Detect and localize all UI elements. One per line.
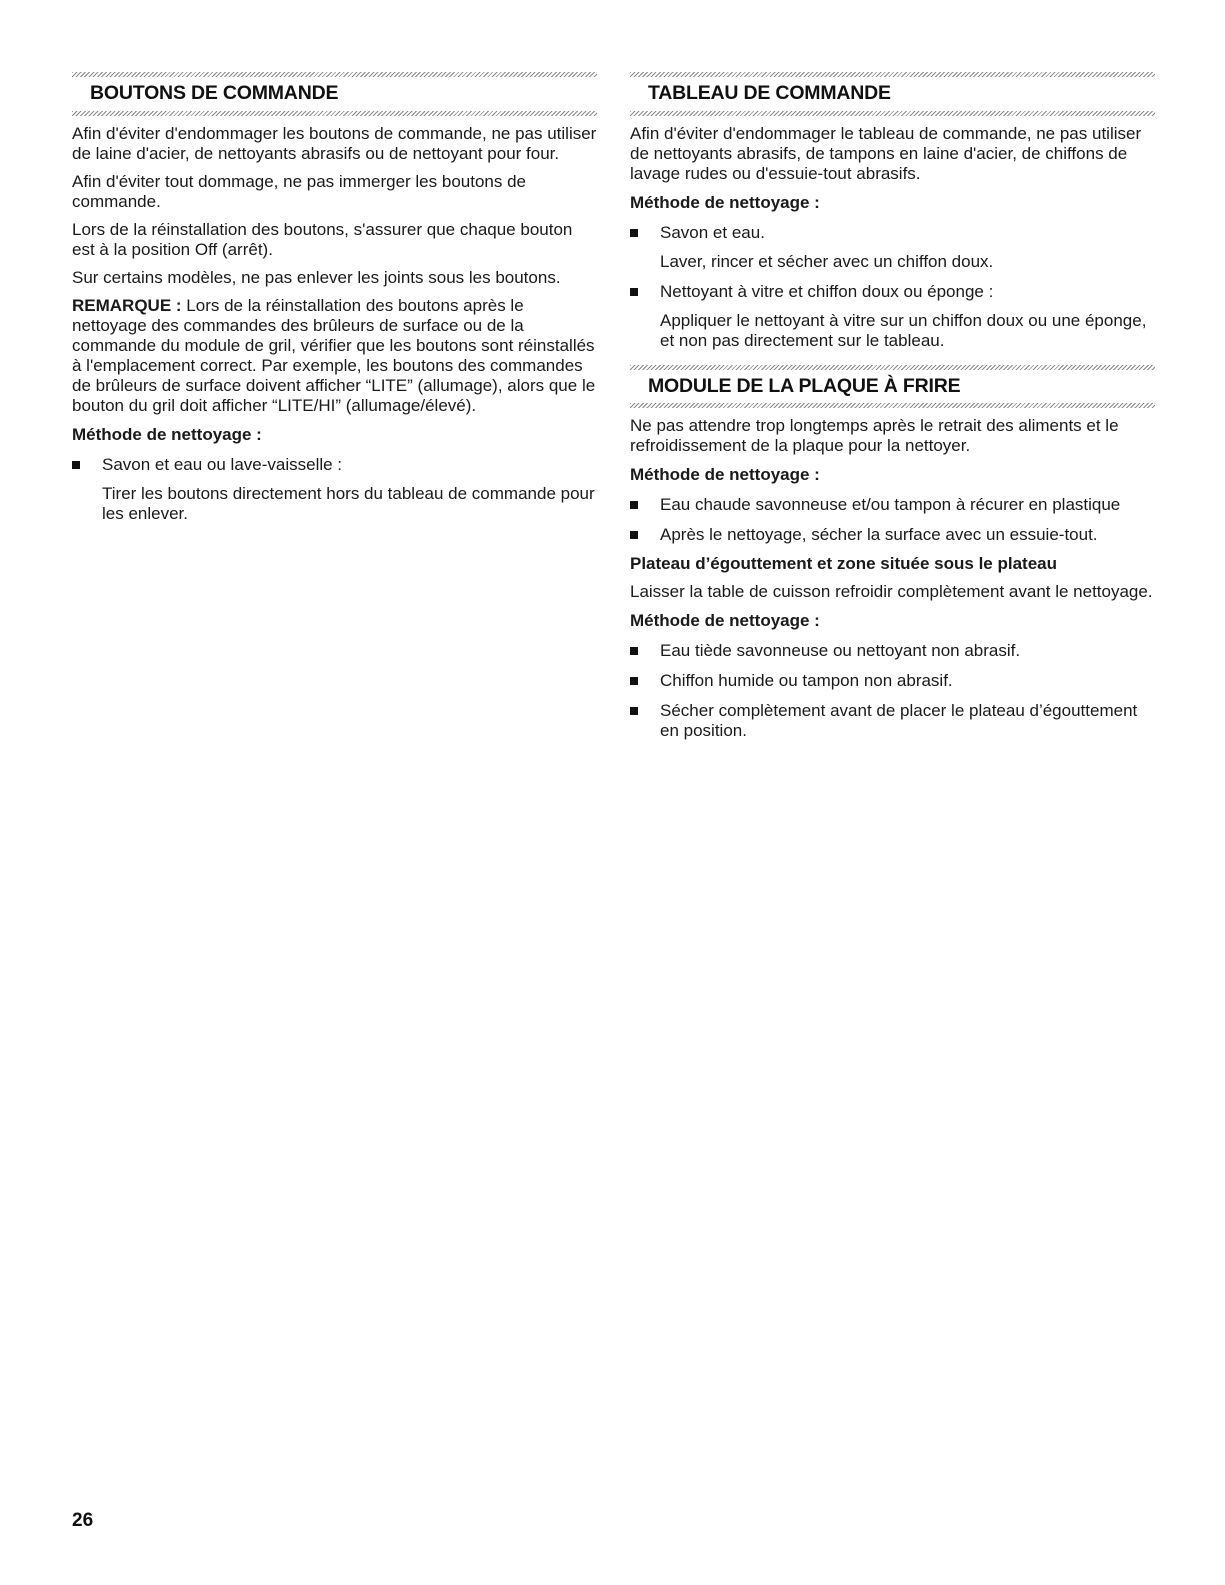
list-item-text: Après le nettoyage, sécher la surface avec un essuie-tout. [660, 525, 1098, 544]
list-item [630, 282, 1155, 302]
section-boutons-de-commande [72, 72, 597, 524]
section-tableau-de-commande [630, 72, 1155, 351]
list-item [72, 455, 597, 475]
square-bullet-icon [630, 229, 638, 237]
list-item [630, 223, 1155, 243]
list-item-text: Nettoyant à vitre et chiffon doux ou éponge : [660, 281, 994, 301]
paragraph: Laisser la table de cuisson refroidir complètement avant le nettoyage. [630, 582, 1153, 601]
sub-heading: Plateau d’égouttement et zone située sous le plateau [630, 554, 1057, 573]
list-item-detail: Laver, rincer et sécher avec un chiffon doux. [660, 251, 994, 271]
list-item [630, 671, 1155, 691]
paragraph: Afin d'éviter d'endommager les boutons de commande, ne pas utiliser de laine d'acier, de nettoyants abrasifs ou de nettoyant pour four. [72, 123, 597, 163]
note-paragraph [72, 296, 597, 416]
method-label: Méthode de nettoyage : [630, 192, 820, 212]
list-item [630, 641, 1155, 661]
list-item [630, 701, 1155, 741]
square-bullet-icon [630, 677, 638, 685]
list-item-text: Savon et eau ou lave-vaisselle : [102, 454, 343, 474]
list-item-text: Chiffon humide ou tampon non abrasif. [660, 671, 953, 690]
list-item-detail: Tirer les boutons directement hors du tableau de commande pour les enlever. [102, 483, 595, 523]
method-label: Méthode de nettoyage : [630, 465, 820, 484]
list-item [630, 495, 1155, 515]
list-item-text: Eau tiède savonneuse ou nettoyant non abrasif. [660, 641, 1021, 660]
paragraph: Sur certains modèles, ne pas enlever les joints sous les boutons. [72, 267, 561, 287]
note-label: REMARQUE : [72, 295, 182, 315]
paragraph: Afin d'éviter d'endommager le tableau de commande, ne pas utiliser de nettoyants abrasifs, de tampons en laine d'acier, de chiffons de lavage rudes ou d'essuie-tout abrasifs. [630, 123, 1142, 183]
method-label: Méthode de nettoyage : [630, 611, 820, 630]
right-column [630, 72, 1155, 747]
square-bullet-icon [630, 531, 638, 539]
paragraph: Afin d'éviter tout dommage, ne pas immerger les boutons de commande. [72, 171, 526, 211]
square-bullet-icon [630, 288, 638, 296]
method-label: Méthode de nettoyage : [72, 424, 262, 444]
note-text: Lors de la réinstallation des boutons après le nettoyage des commandes des brûleurs de surface ou de la commande du module de gril, vérifier que les boutons sont réinstallés à l'emplacement correct. Par exemple, les boutons des commandes de brûleurs de surface doivent afficher “LITE” (allumage), alors que le bouton du gril doit afficher “LITE/HI” (allumage/élevé). [72, 295, 596, 415]
list-item-text: Savon et eau. [660, 222, 765, 242]
paragraph: Ne pas attendre trop longtemps après le retrait des aliments et le refroidissement de la plaque pour la nettoyer. [630, 416, 1119, 455]
square-bullet-icon [630, 707, 638, 715]
section-heading: BOUTONS DE COMMANDE [72, 72, 597, 116]
section-module-plaque-a-frire [630, 365, 1155, 742]
square-bullet-icon [630, 501, 638, 509]
section-heading: MODULE DE LA PLAQUE À FRIRE [630, 365, 1155, 409]
paragraph: Lors de la réinstallation des boutons, s'assurer que chaque bouton est à la position Off (arrêt). [72, 219, 573, 259]
section-heading: TABLEAU DE COMMANDE [630, 72, 1155, 116]
list-item-text: Sécher complètement avant de placer le plateau d’égouttement en position. [660, 701, 1138, 740]
square-bullet-icon [630, 647, 638, 655]
list-item [630, 525, 1155, 545]
list-item-text: Eau chaude savonneuse et/ou tampon à récurer en plastique [660, 495, 1121, 514]
list-item-detail: Appliquer le nettoyant à vitre sur un chiffon doux ou une éponge, et non pas directement sur le tableau. [660, 310, 1147, 350]
square-bullet-icon [72, 461, 80, 469]
left-column [72, 72, 597, 530]
page-number: 26 [72, 1510, 94, 1531]
